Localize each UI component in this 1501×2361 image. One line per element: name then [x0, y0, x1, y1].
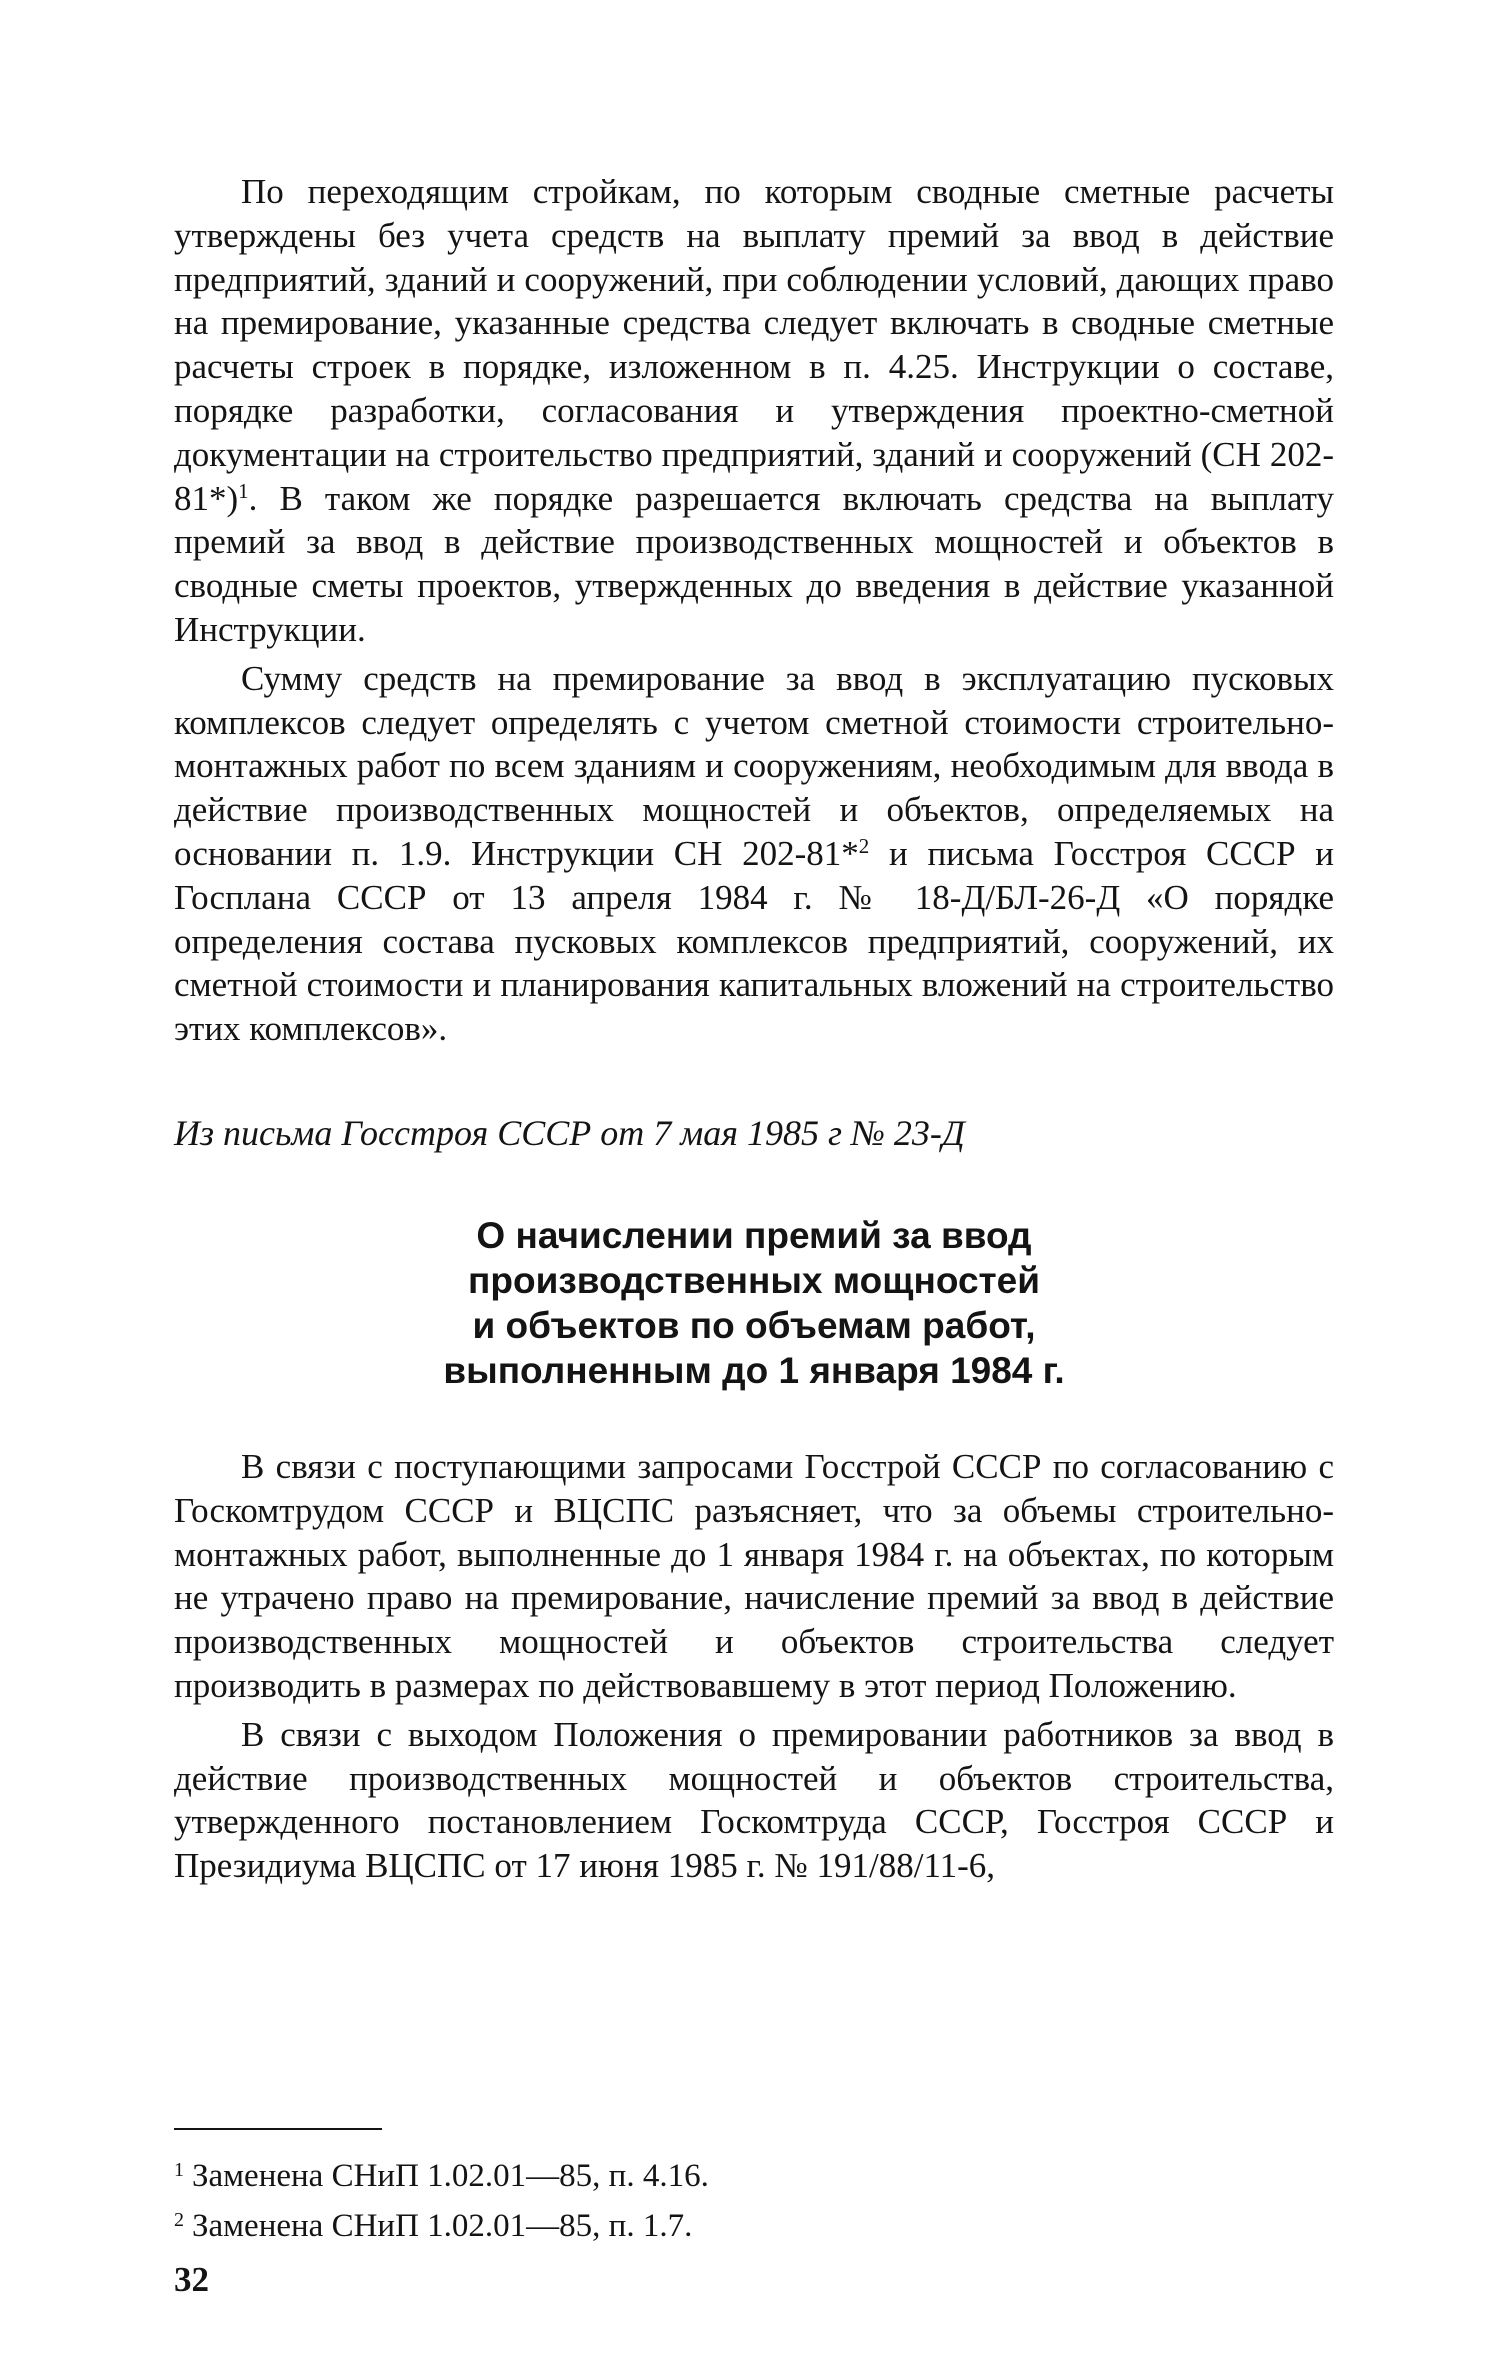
footnote-1-text: Заменена СНиП 1.02.01—85, п. 4.16.: [192, 2158, 709, 2194]
heading-line-2: производственных мощностей: [468, 1259, 1040, 1301]
heading-line-1: О начислении премий за ввод: [476, 1214, 1032, 1256]
section-heading: [174, 1213, 1334, 1393]
footnote-divider: [174, 2128, 382, 2130]
footnote-2-marker: 2: [174, 2209, 184, 2231]
footnote-2: [174, 2198, 1274, 2248]
paragraph-3: В связи с поступающими запросами Госстрой СССР по согласованию с Госкомтрудом СССР и ВЦСПС разъясняет, что за объемы строительно-монтажных работ, выполненные до 1 января 1984 г. на объектах, по которым не утрачено право на премирование, начисление премий за ввод в действие производственных мощностей и объектов строительства следует производить в размерах по действовавшему в этот период Положению.: [174, 1446, 1334, 1705]
paragraph-1: [174, 170, 1334, 652]
page-body: [174, 170, 1334, 1893]
footnotes: [174, 2148, 1274, 2248]
source-citation: Из письма Госстроя СССР от 7 мая 1985 г № 23-Д: [174, 1112, 965, 1153]
heading-line-3: и объектов по объемам работ,: [472, 1304, 1036, 1346]
paragraph-1-text-b: . В таком же порядке разрешается включать средства на выплату премий за ввод в действие производственных мощностей и объектов в сводные сметы проектов, утвержденных до введения в действие указанной Инструкции.: [174, 478, 1334, 649]
paragraph-2-text-a: Сумму средств на премирование за ввод в эксплуатацию пусковых комплексов следует определять с учетом сметной стоимости строительно-монтажных работ по всем зданиям и сооружениям, необходимым для ввода в действие производственных мощностей и объектов, определяемых на основании п. 1.9. Инструкции СН 202-81*: [174, 658, 1334, 873]
footnote-ref-1[interactable]: 1: [238, 478, 249, 503]
heading-line-4: выполненным до 1 января 1984 г.: [443, 1349, 1065, 1391]
page-number: 32: [174, 2260, 209, 2299]
footnote-1: [174, 2148, 1274, 2198]
paragraph-1-text-a: По переходящим стройкам, по которым сводные сметные расчеты утверждены без учета средств на выплату премий за ввод в действие предприятий, зданий и сооружений, при соблюдении условий, дающих право на премирование, указанные средства следует включать в сводные сметные расчеты строек в порядке, изложенном в п. 4.25. Инструкции о составе, порядке разработки, согласования и утверждения проектно-сметной документации на строительство предприятий, зданий и сооружений (СН 202-81*): [174, 172, 1334, 518]
paragraph-4: В связи с выходом Положения о премировании работников за ввод в действие производственных мощностей и объектов строительства, утвержденного постановлением Госкомтруда СССР, Госстроя СССР и Президиума ВЦСПС от 17 июня 1985 г. № 191/88/11-6,: [174, 1714, 1334, 1886]
footnote-1-marker: 1: [174, 2159, 184, 2181]
footnote-ref-2[interactable]: 2: [858, 833, 870, 858]
paragraph-2: [174, 657, 1334, 1051]
footnote-2-text: Заменена СНиП 1.02.01—85, п. 1.7.: [192, 2208, 693, 2244]
paragraph-2-text-b: и письма Госстроя СССР и Госплана СССР от 13 апреля 1984 г. № 18-Д/БЛ-26-Д «О порядке определения состава пусковых комплексов предприятий, сооружений, их сметной стоимости и планирования капитальных вложений на строительство этих комплексов».: [174, 833, 1334, 1049]
